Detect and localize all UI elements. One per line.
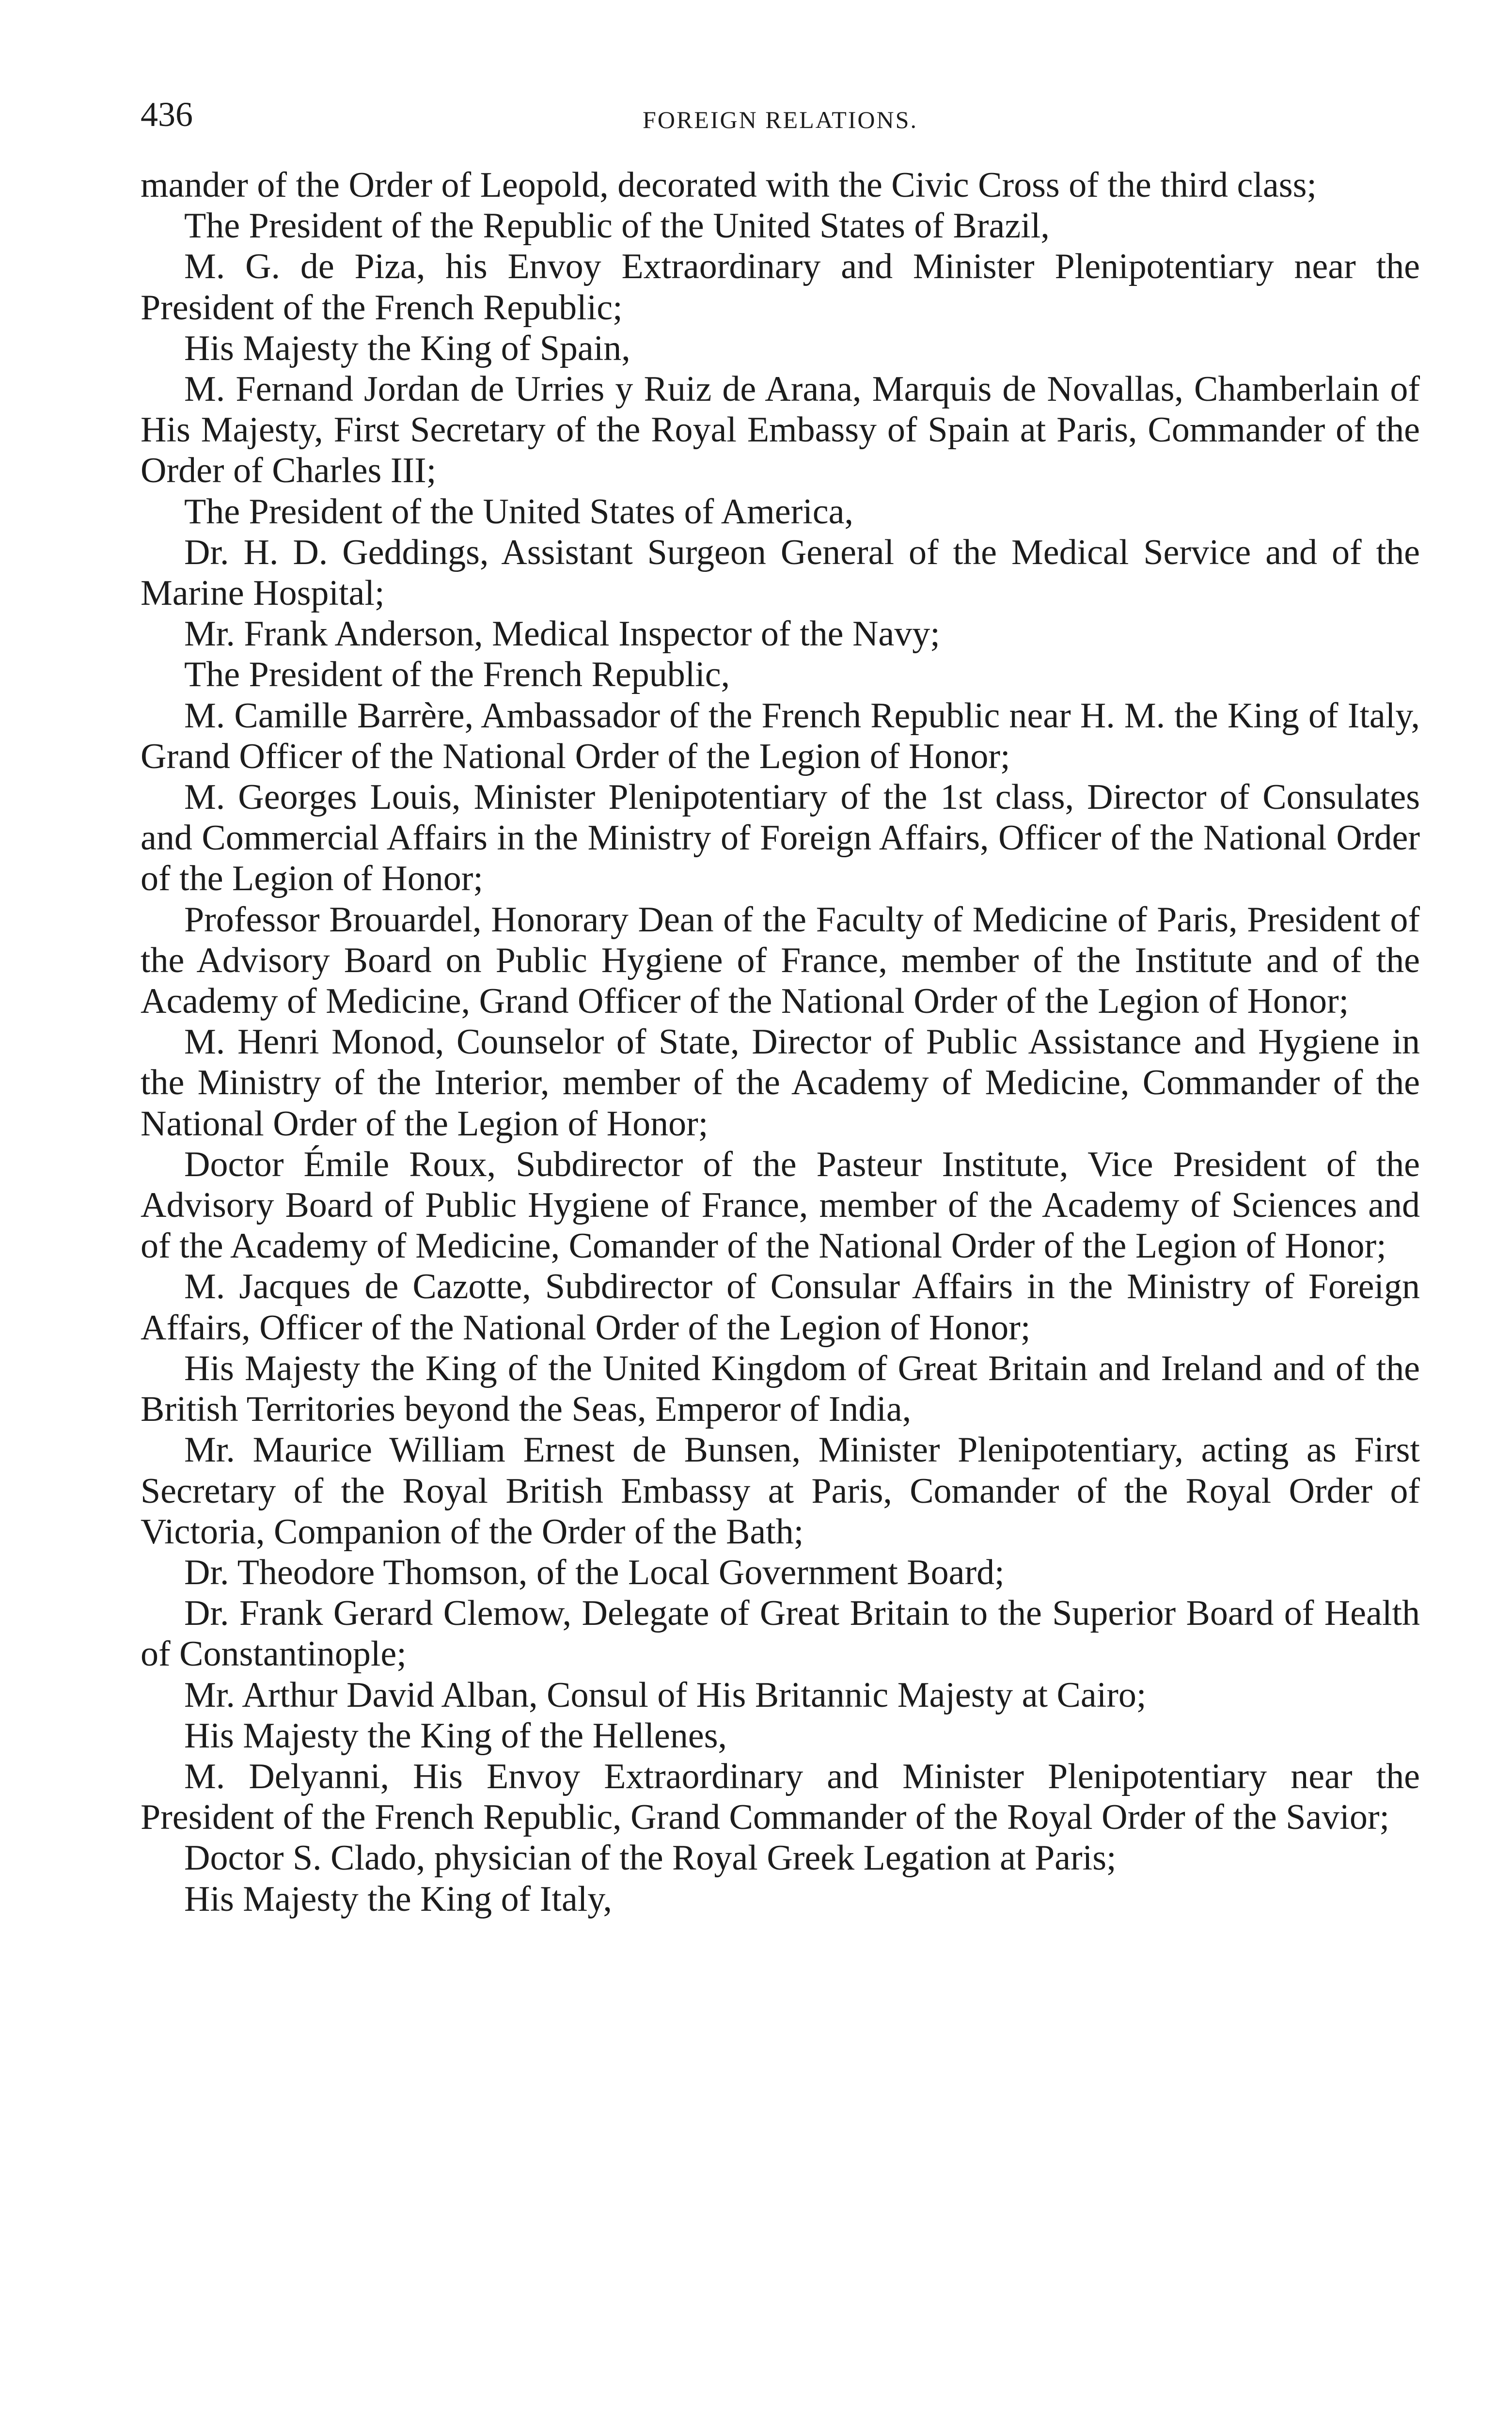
paragraph: The President of the Republic of the United States of Brazil, bbox=[184, 206, 1050, 246]
paragraph: His Majesty the King of Spain, bbox=[184, 328, 630, 368]
paragraph: Doctor S. Clado, physician of the Royal Greek Legation at Paris; bbox=[184, 1838, 1117, 1878]
running-head: FOREIGN RELATIONS. bbox=[643, 106, 918, 133]
paragraph-continuation: mander of the Order of Leopold, decorated with the Civic Cross of the third class; bbox=[141, 165, 1317, 205]
paragraph: M. Georges Louis, Minister Plenipotentiary of the 1st class, Director of Consulates and Commercial Affairs in the Ministry of Foreign Affairs, Officer of the National Order of the Legion of Honor; bbox=[141, 777, 1420, 899]
paragraph: M. Henri Monod, Counselor of State, Director of Public Assistance and Hygiene in the Ministry of the Interior, member of the Academy of Medicine, Commander of the National Order of the Legion of Honor; bbox=[141, 1022, 1420, 1144]
paragraph: Mr. Arthur David Alban, Consul of His Britannic Majesty at Cairo; bbox=[184, 1675, 1147, 1715]
paragraph: M. Fernand Jordan de Urries y Ruiz de Arana, Marquis de Novallas, Chamberlain of His Majesty, First Secretary of the Royal Embassy of Spain at Paris, Commander of the Order of Charles III; bbox=[141, 369, 1420, 491]
paragraph: The President of the United States of America, bbox=[184, 491, 853, 532]
paragraph: His Majesty the King of the Hellenes, bbox=[184, 1715, 727, 1756]
paragraph: M. Camille Barrère, Ambassador of the French Republic near H. M. the King of Italy, Grand Officer of the National Order of the Legion of Honor; bbox=[141, 695, 1420, 776]
paragraph: Dr. Theodore Thomson, of the Local Government Board; bbox=[184, 1552, 1005, 1592]
page-header bbox=[141, 97, 1420, 150]
paragraph: Mr. Frank Anderson, Medical Inspector of the Navy; bbox=[184, 614, 940, 654]
body-text bbox=[141, 165, 1420, 1920]
paragraph: His Majesty the King of Italy, bbox=[184, 1879, 613, 1919]
paragraph: Dr. H. D. Geddings, Assistant Surgeon General of the Medical Service and of the Marine Hospital; bbox=[141, 532, 1420, 614]
paragraph: M. Jacques de Cazotte, Subdirector of Consular Affairs in the Ministry of Foreign Affairs, Officer of the National Order of the Legion of Honor; bbox=[141, 1267, 1420, 1348]
paragraph: M. Delyanni, His Envoy Extraordinary and Minister Plenipotentiary near the President of the French Republic, Grand Commander of the Royal Order of the Savior; bbox=[141, 1756, 1420, 1838]
paragraph: Mr. Maurice William Ernest de Bunsen, Minister Plenipotentiary, acting as First Secretary of the Royal British Embassy at Paris, Comander of the Royal Order of Victoria, Companion of the Order of the Bath; bbox=[141, 1430, 1420, 1552]
paragraph: Professor Brouardel, Honorary Dean of the Faculty of Medicine of Paris, President of the Advisory Board on Public Hygiene of France, member of the Institute and of the Academy of Medicine, Grand Officer of the National Order of the Legion of Honor; bbox=[141, 899, 1420, 1022]
page-number: 436 bbox=[141, 95, 193, 134]
paragraph: Doctor Émile Roux, Subdirector of the Pasteur Institute, Vice President of the Advisory Board of Public Hygiene of France, member of the Academy of Sciences and of the Academy of Medicine, Comander of the National Order of the Legion of Honor; bbox=[141, 1144, 1420, 1266]
paragraph: His Majesty the King of the United Kingdom of Great Britain and Ireland and of the British Territories beyond the Seas, Emperor of India, bbox=[141, 1348, 1420, 1430]
paragraph: Dr. Frank Gerard Clemow, Delegate of Great Britain to the Superior Board of Health of Constantinople; bbox=[141, 1593, 1420, 1674]
document-page bbox=[141, 97, 1420, 1920]
paragraph: The President of the French Republic, bbox=[184, 655, 730, 695]
paragraph: M. G. de Piza, his Envoy Extraordinary and Minister Plenipotentiary near the President of the French Republic; bbox=[141, 247, 1420, 328]
